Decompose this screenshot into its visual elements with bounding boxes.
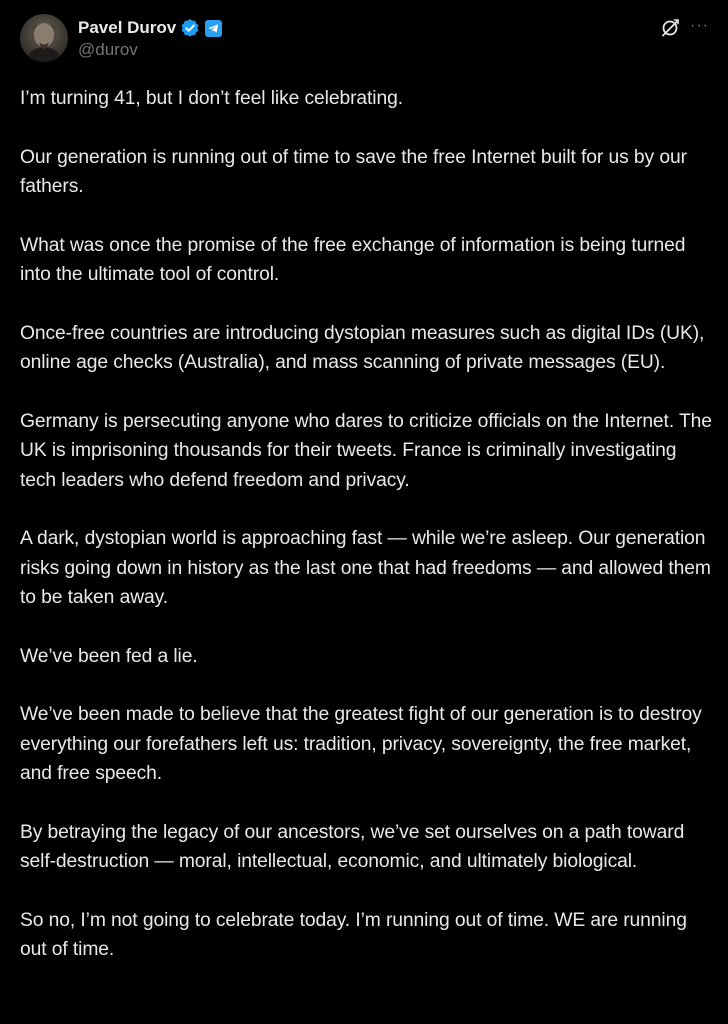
verified-badge-icon[interactable] [180,18,200,38]
tweet-paragraph: So no, I’m not going to celebrate today. I’m running out of time. WE are running out of time. [20,909,687,960]
avatar[interactable] [20,14,68,62]
grok-icon[interactable] [660,18,680,38]
tweet-paragraph: By betraying the legacy of our ancestors, we’ve set ourselves on a path toward self-destruction — moral, intellectual, economic, and ultimately biological. [20,821,685,872]
tweet-text [20,84,716,994]
telegram-affiliation-icon[interactable] [205,20,222,37]
author-handle[interactable]: @durov [78,40,138,59]
tweet-paragraph: What was once the promise of the free exchange of information is being turned into the ultimate tool of control. [20,234,686,285]
tweet-paragraph: Our generation is running out of time to save the free Internet built for us by our fathers. [20,146,687,197]
author-display-name[interactable]: Pavel Durov [78,18,177,37]
tweet-paragraph: A dark, dystopian world is approaching fast — while we’re asleep. Our generation risks going down in history as the last one that had freedoms — and allowed them to be taken away. [20,528,711,608]
author-name-row [78,16,222,40]
tweet-paragraph: I’m turning 41, but I don’t feel like celebrating. [20,88,403,109]
tweet-paragraph: We’ve been fed a lie. [20,645,198,667]
tweet-paragraph: Once-free countries are introducing dystopian measures such as digital IDs (UK), online age checks (Australia), and mass scanning of private messages (EU). [20,322,705,373]
more-options-icon[interactable]: ··· [690,17,709,34]
tweet-header [20,14,712,64]
tweet-paragraph: We’ve been made to believe that the greatest fight of our generation is to destroy everything our forefathers left us: tradition, privacy, sovereignty, the free market, and free speech. [20,704,702,784]
tweet-paragraph: Germany is persecuting anyone who dares to criticize officials on the Internet. The UK is imprisoning thousands for their tweets. France is criminally investigating tech leaders who defend freedom and privacy. [20,410,712,491]
